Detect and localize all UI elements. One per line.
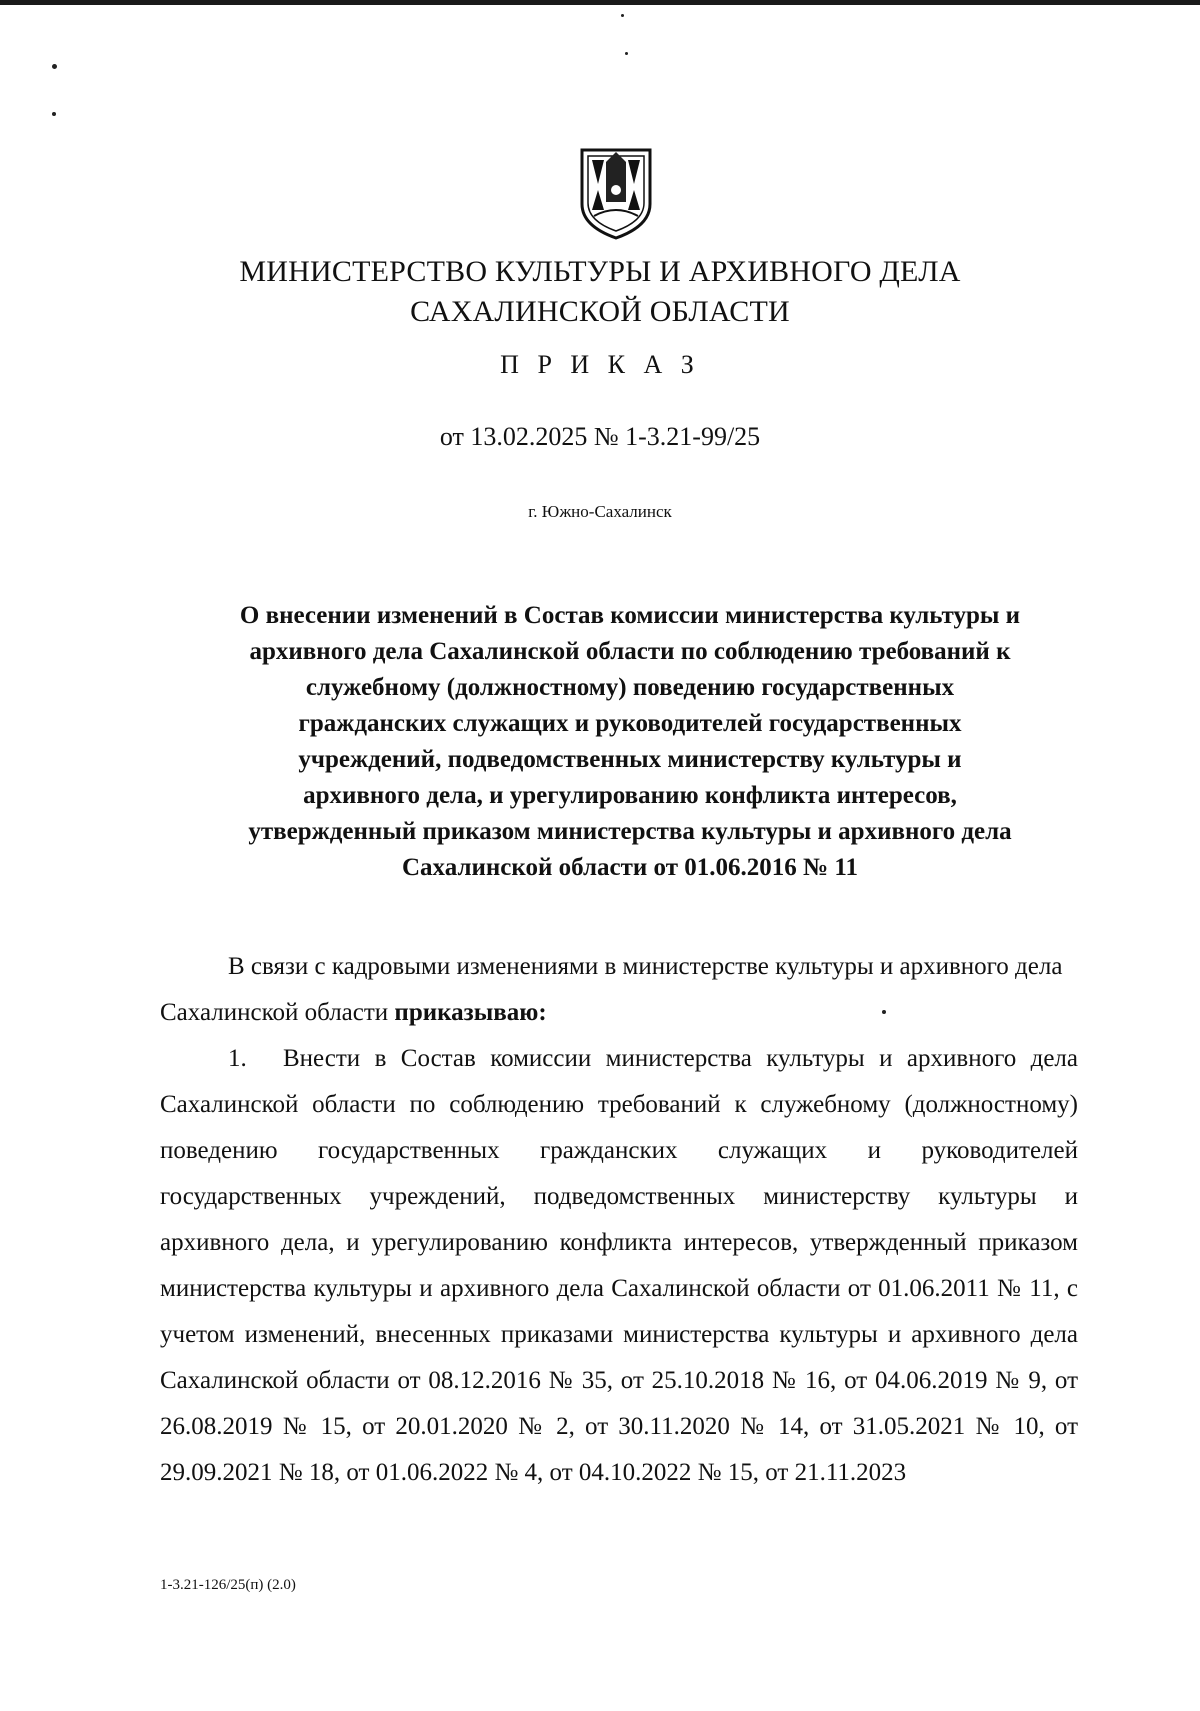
item-1-number: 1. (228, 1045, 247, 1072)
ministry-title (0, 252, 1200, 332)
ministry-title-line2: САХАЛИНСКОЙ ОБЛАСТИ (410, 295, 790, 328)
order-city: г. Южно-Сахалинск (528, 502, 672, 521)
subject-line: утвержденный приказом министерства культуры и архивного дела (248, 818, 1012, 845)
subject-line: архивного дела, и урегулированию конфликта интересов, (303, 782, 957, 809)
subject-line: учреждений, подведомственных министерству культуры и (298, 746, 962, 773)
ministry-title-line1: МИНИСТЕРСТВО КУЛЬТУРЫ И АРХИВНОГО ДЕЛА (239, 255, 961, 288)
intro-command: приказываю: (394, 999, 547, 1026)
order-heading: П Р И К А З (500, 350, 700, 379)
subject-line: гражданских служащих и руководителей государственных (298, 710, 962, 737)
item-1-text: Внести в Состав комиссии министерства культуры и архивного дела Сахалинской области по соблюдению требований к служебному (должностному) поведению государственных гражданских служащих и руководителей государственных учреждений, подведомственных министерству культуры и архивного дела, и урегулированию конфликта интересов, утвержденный приказом министерства культуры и архивного дела Сахалинской области от 01.06.2011 № 11, с учетом изменений, внесенных приказами министерства культуры и архивного дела Сахалинской области от 08.12.2016 № 35, от 25.10.2018 № 16, от 04.06.2019 № 9, от 26.08.2019 № 15, от 20.01.2020 № 2, от 30.11.2020 № 14, от 31.05.2021 № 10, от 29.09.2021 № 18, от 01.06.2022 № 4, от 04.10.2022 № 15, от 21.11.2023 (160, 1045, 1078, 1486)
scan-top-edge (0, 0, 1200, 5)
subject-line: служебному (должностному) поведению государственных (305, 674, 955, 701)
scan-speck (625, 52, 628, 55)
subject-line: О внесении изменений в Состав комиссии министерства культуры и (239, 602, 1021, 629)
scan-speck (52, 112, 56, 116)
subject-line: архивного дела Сахалинской области по соблюдению требований к (249, 638, 1011, 665)
intro-text: В связи с кадровыми изменениями в министерстве культуры и архивного дела Сахалинской области (160, 953, 1063, 1026)
order-subject (190, 598, 1070, 886)
sakhalin-coat-of-arms-icon (576, 146, 656, 242)
subject-line: Сахалинской области от 01.06.2016 № 11 (402, 854, 858, 881)
order-date-number: от 13.02.2025 № 1-3.21-99/25 (439, 422, 761, 451)
item-1-paragraph (160, 1036, 1078, 1496)
intro-paragraph (160, 944, 1078, 1036)
scan-speck (52, 64, 57, 69)
document-code: 1-3.21-126/25(п) (2.0) (160, 1577, 296, 1593)
scan-speck (621, 14, 624, 17)
